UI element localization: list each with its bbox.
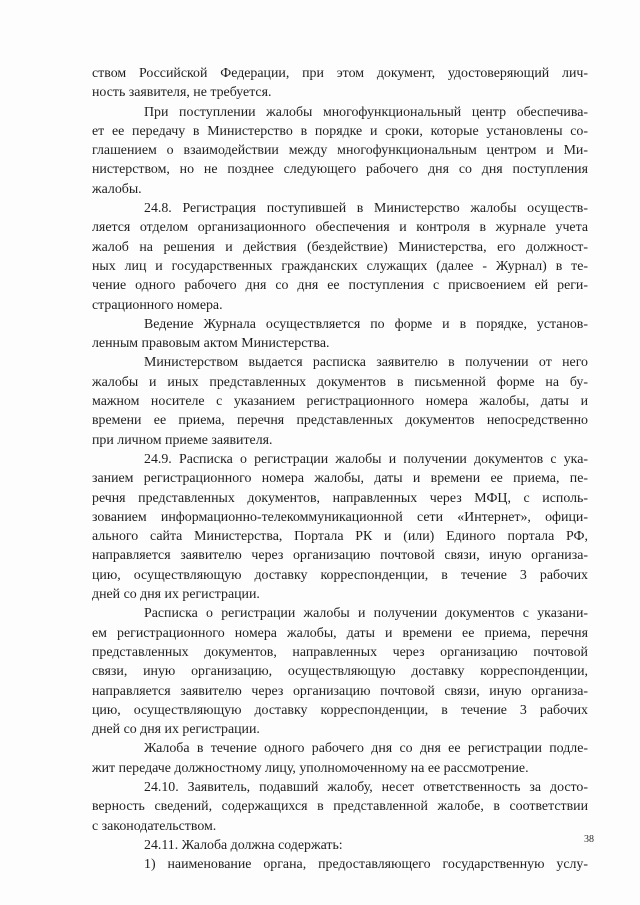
- text-line: цию, осуществляющую доставку корреспонденции, в течение 3 рабочих: [92, 567, 588, 583]
- page-number: 38: [584, 834, 594, 845]
- text-line: Расписка о регистрации жалобы и получении документов с указани-: [144, 606, 588, 622]
- text-line: ных лиц и государственных гражданских служащих (далее - Журнал) в те-: [92, 258, 588, 274]
- text-line: ством Российской Федерации, при этом документ, удостоверяющий лич-: [92, 66, 588, 81]
- text-line: времени ее приема, перечня представленных документов непосредственно: [92, 413, 588, 429]
- text-line: Министерством выдается расписка заявителю в получении от него: [144, 355, 588, 371]
- text-line: чение одного рабочего дня со дня ее поступления с присвоением ей реги-: [92, 278, 588, 294]
- text-line: зованием информационно-телекоммуникационной сети «Интернет», офици-: [92, 509, 588, 525]
- text-line: глашением о взаимодействии между многофункциональным центром и Ми-: [92, 143, 588, 159]
- text-line: При поступлении жалобы многофункциональный центр обеспечива-: [144, 104, 588, 120]
- text-line: 24.8. Регистрация поступившей в Министерство жалобы осуществ-: [144, 201, 588, 217]
- text-line: речня представленных документов, направленных через МФЦ, с исполь-: [92, 490, 588, 506]
- text-line: цию, осуществляющую доставку корреспонденции, в течение 3 рабочих: [92, 702, 588, 718]
- text-line: Жалоба в течение одного рабочего дня со дня ее регистрации подле-: [144, 741, 588, 757]
- text-line: ляется отделом организационного обеспечения и контроля в журнале учета: [92, 220, 588, 236]
- text-line: связи, иную организацию, осуществляющую доставку корреспонденции,: [92, 664, 588, 680]
- text-line: жалобы.: [92, 181, 142, 197]
- text-line: жалоб на решения и действия (бездействие) Министерства, его должност-: [92, 239, 588, 255]
- text-line: мажном носителе с указанием регистрационного номера жалобы, даты и: [92, 394, 588, 410]
- text-line: 1) наименование органа, предоставляющего государственную услу-: [144, 857, 588, 873]
- text-line: дней со дня их регистрации.: [92, 587, 260, 603]
- text-line: 24.9. Расписка о регистрации жалобы и получении документов с ука-: [144, 451, 588, 467]
- text-line: 24.11. Жалоба должна содержать:: [144, 837, 343, 853]
- text-line: ального сайта Министерства, Портала РК и (или) Единого портала РФ,: [92, 529, 588, 545]
- text-line: верность сведений, содержащихся в представленной жалобе, в соответствии: [92, 799, 588, 815]
- text-line: ленным правовым актом Министерства.: [92, 336, 330, 352]
- text-line: с законодательством.: [92, 818, 217, 834]
- text-line: жит передаче должностному лицу, уполномоченному на ее рассмотрение.: [92, 760, 529, 776]
- text-line: представленных документов, направленных через организацию почтовой: [92, 644, 588, 660]
- text-line: ет ее передачу в Министерство в порядке и сроки, которые установлены со-: [92, 123, 588, 139]
- text-line: ем регистрационного номера жалобы, даты и времени ее приема, перечня: [92, 625, 588, 641]
- text-line: направляется заявителю через организацию почтовой связи, иную организа-: [92, 683, 588, 699]
- text-line: дней со дня их регистрации.: [92, 722, 260, 738]
- text-line: занием регистрационного номера жалобы, даты и времени ее приема, пе-: [92, 471, 588, 487]
- text-line: при личном приеме заявителя.: [92, 432, 273, 448]
- text-line: жалобы и иных представленных документов в письменной форме на бу-: [92, 374, 588, 390]
- text-line: направляется заявителю через организацию почтовой связи, иную организа-: [92, 548, 588, 564]
- text-line: 24.10. Заявитель, подавший жалобу, несет ответственность за досто-: [144, 779, 588, 795]
- body-text: [92, 64, 588, 874]
- text-line: ность заявителя, не требуется.: [92, 85, 272, 101]
- text-line: Ведение Журнала осуществляется по форме и в порядке, установ-: [144, 316, 588, 332]
- text-line: нистерством, но не позднее следующего рабочего дня со дня поступления: [92, 162, 588, 178]
- text-line: страционного номера.: [92, 297, 223, 313]
